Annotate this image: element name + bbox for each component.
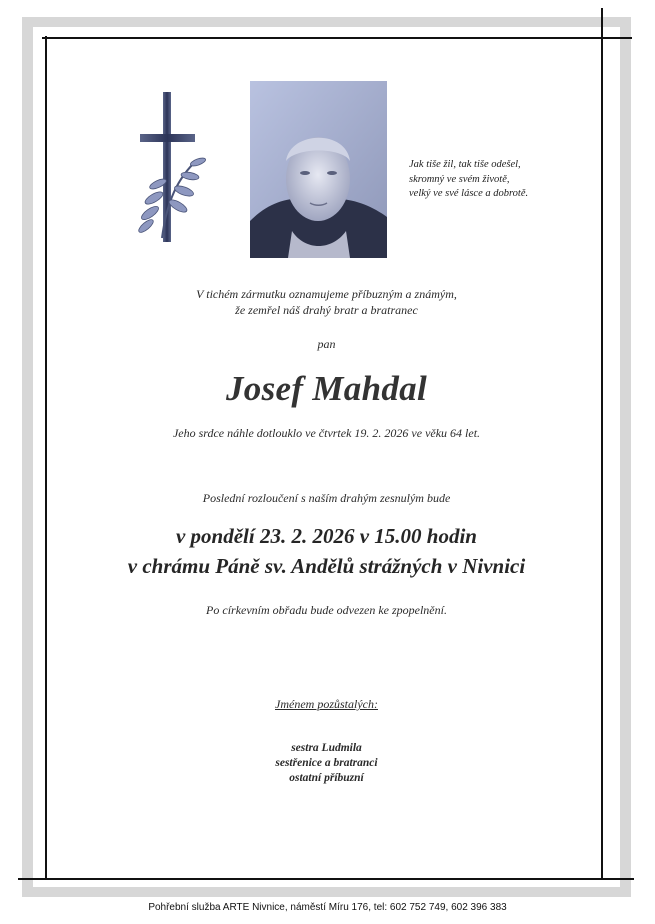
mourners-list	[33, 741, 620, 786]
deceased-name: Josef Mahdal	[226, 369, 427, 408]
list-item: sestra Ludmila	[291, 742, 362, 754]
mourners-heading	[33, 697, 620, 712]
cremation-note: Po církevním obřadu bude odvezen ke zpopelnění.	[206, 603, 447, 617]
list-item: ostatní příbuzní	[289, 772, 364, 784]
intro-line: že zemřel náš drahý bratr a bratranec	[235, 302, 418, 317]
portrait-photo	[250, 81, 387, 258]
motto-line: skromný ve svém životě,	[409, 173, 510, 185]
mourners-heading-text: Jménem pozůstalých:	[275, 697, 378, 711]
motto-verse	[409, 158, 609, 202]
ceremony-place: v chrámu Páně sv. Andělů strážných v Nivnici	[127, 554, 526, 578]
intro-line: V tichém zármutku oznamujeme příbuzným a známým,	[196, 287, 457, 301]
top-rule	[42, 37, 632, 39]
list-item: sestřenice a bratranci	[275, 757, 378, 769]
ceremony-date: v pondělí 23. 2. 2026 v 15.00 hodin	[175, 524, 477, 548]
announcement-intro	[33, 287, 620, 318]
farewell-intro: Poslední rozloučení s naším drahým zesnulým bude	[202, 491, 451, 505]
funeral-service-footer: Pohřební služba ARTE Nivnice, náměstí Míru 176, tel: 602 752 749, 602 396 383	[148, 902, 507, 913]
motto-line: Jak tiše žil, tak tiše odešel,	[409, 159, 521, 170]
death-note: Jeho srdce náhle dotlouklo ve čtvrtek 19. 2. 2026 ve věku 64 let.	[172, 426, 481, 440]
motto-line: velký ve své lásce a dobrotě.	[409, 188, 529, 199]
ceremony-details	[33, 521, 620, 581]
cross-with-palm-icon	[132, 88, 212, 248]
honorific: pan	[317, 337, 336, 351]
bottom-rule	[18, 878, 634, 880]
